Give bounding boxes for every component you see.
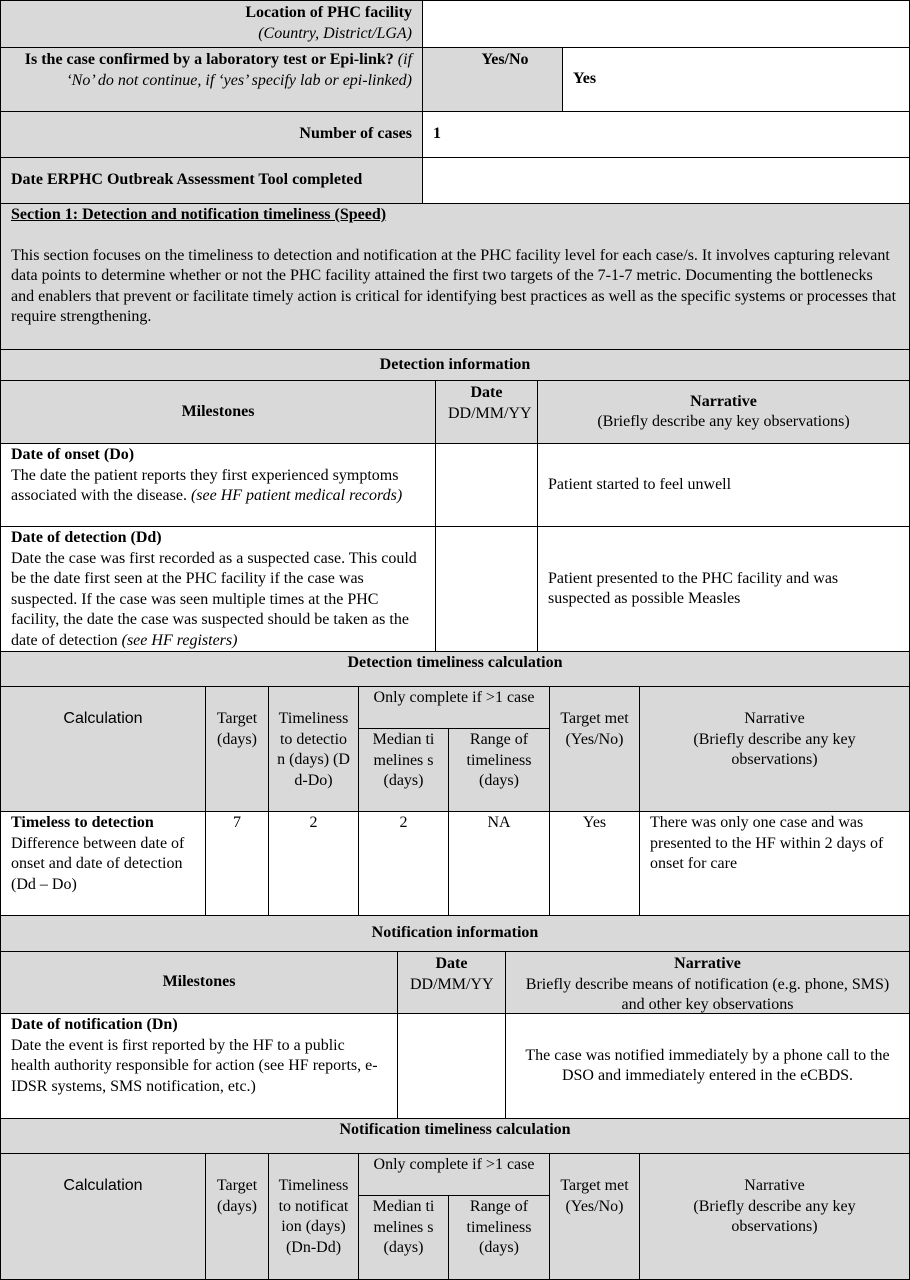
detection-calc-header-narrative-title: Narrative	[744, 710, 805, 727]
detection-calc-header-timeliness	[268, 686, 359, 812]
notification-milestones-header	[0, 951, 398, 1014]
notification-milestones-header-text: Milestones	[162, 973, 236, 991]
notification-calc-header-target	[205, 1153, 269, 1280]
number-of-cases-field[interactable]	[422, 111, 910, 158]
notification-calc-header-only-complete-text: Only complete if >1 case	[373, 1156, 535, 1173]
detection-calc-header-calculation-text: Calculation	[63, 710, 143, 727]
timeliness-detection-title: Timeless to detection	[11, 814, 154, 831]
notification-calc-header-only-complete	[358, 1153, 550, 1196]
detection-calc-header-median-text: Median timelines s (days)	[372, 731, 435, 789]
notification-info-title-text: Notification information	[371, 924, 539, 942]
detection-narrative-header-sub: (Briefly describe any key observations)	[597, 413, 850, 430]
number-of-cases-value: 1	[433, 125, 441, 143]
location-label: Location of PHC facility	[245, 4, 412, 21]
detection-narrative: Patient presented to the PHC facility and was suspected as possible Measles	[548, 569, 839, 607]
notification-calc-header-range	[448, 1195, 550, 1280]
detection-calc-header-range	[448, 728, 550, 812]
detection-milestone-detection	[0, 526, 436, 652]
detection-median-value[interactable]: 2	[358, 811, 449, 916]
location-label-cell	[0, 0, 423, 48]
detection-met-value[interactable]: Yes	[549, 811, 640, 916]
detection-date-header	[435, 380, 538, 444]
notification-desc: Date the event is first reported by the HF to a public health authority responsible for action (see HF reports, e-IDSR systems, SMS notification, etc.)	[11, 1036, 378, 1095]
notification-calc-header-median-text: Median timelines s (days)	[372, 1198, 435, 1256]
section1-intro	[0, 203, 910, 350]
notification-calc-header-narrative-sub: (Briefly describe any key observations)	[693, 1197, 856, 1235]
confirmed-question-cell	[0, 47, 423, 112]
section1-body: This section focuses on the timeliness to detection and notification at the PHC facility level for each case/s. It involves capturing relevant data points to determine whether or not the PHC facility attained the first two targets of the 7-1-7 metric. Documenting the bottlenecks and enablers that prevent or facilitate timely action is critical for identifying best practices as well as the specific systems or processes that require strengthening.	[11, 246, 897, 325]
notification-narrative-header-title: Narrative	[674, 955, 741, 972]
notification-title: Date of notification (Dn)	[11, 1016, 178, 1033]
detection-calc-header-narrative-sub: (Briefly describe any key observations)	[693, 730, 856, 768]
notification-calc-header-met-text: Target met (Yes/No)	[560, 1177, 629, 1215]
notification-calc-header-median	[358, 1195, 449, 1280]
onset-ref: (see HF patient medical records)	[190, 487, 403, 504]
detection-narrative-field[interactable]	[537, 526, 910, 652]
notification-date-field[interactable]	[397, 1013, 506, 1119]
detection-calc-header-narrative	[639, 686, 910, 812]
onset-desc: The date the patient reports they first experienced symptoms associated with the disease.	[11, 466, 399, 504]
detection-calc-header-timeliness-text: Timeliness to detection (days) (Dd-Do)	[277, 710, 350, 789]
notification-calc-header-calculation-text: Calculation	[63, 1177, 143, 1194]
detection-range-value[interactable]: NA	[448, 811, 550, 916]
notification-calc-header-narrative	[639, 1153, 910, 1280]
yes-no-value: Yes	[573, 70, 597, 88]
detection-calc-header-met	[549, 686, 640, 812]
detection-calc-header-calculation	[0, 686, 206, 812]
yes-no-value-field[interactable]	[562, 47, 910, 112]
detection-calc-header-met-text: Target met (Yes/No)	[560, 710, 629, 748]
detection-date-header-format: DD/MM/YY	[448, 404, 532, 422]
notification-date-header-format: DD/MM/YY	[410, 975, 494, 993]
detection-calc-header-range-text: Range of timeliness (days)	[466, 731, 532, 789]
detection-narrative-header-title: Narrative	[690, 392, 757, 410]
notification-info-title	[0, 915, 910, 952]
detection-calc-header-only-complete	[358, 686, 550, 729]
date-completed-label-cell	[0, 157, 423, 204]
notification-calc-title-text: Notification timeliness calculation	[339, 1121, 571, 1138]
detection-calc-header-median	[358, 728, 449, 812]
timeliness-detection-formula: (Dd – Do)	[11, 875, 77, 893]
notification-calc-header-timeliness-text: Timeliness to notification (days) (Dn-Dd)	[278, 1177, 349, 1256]
notification-narrative: The case was notified immediately by a phone call to the DSO and immediately entered in the eCBDS.	[525, 1046, 890, 1084]
detection-ref: (see HF registers)	[121, 631, 238, 649]
notification-calc-header-range-text: Range of timeliness (days)	[466, 1198, 532, 1256]
number-of-cases-label: Number of cases	[299, 125, 412, 143]
notification-narrative-header-sub: Briefly describe means of notification (e.g. phone, SMS) and other key observations	[525, 975, 890, 1013]
detection-narrative-header	[537, 380, 910, 444]
date-completed-label: Date ERPHC Outbreak Assessment Tool completed	[11, 171, 363, 189]
detection-timeliness-value[interactable]: 2	[268, 811, 359, 916]
onset-title: Date of onset (Do)	[11, 446, 135, 463]
location-value-field[interactable]	[422, 0, 910, 48]
detection-calc-header-target-text: Target (days)	[216, 710, 258, 748]
notification-narrative-header	[505, 951, 910, 1014]
detection-calc-title-text: Detection timeliness calculation	[347, 654, 563, 671]
notification-calc-header-target-text: Target (days)	[216, 1177, 258, 1215]
detection-milestones-header	[0, 380, 436, 444]
detection-info-title	[0, 349, 910, 381]
detection-date-field[interactable]	[435, 526, 538, 652]
detection-calc-title	[0, 651, 910, 687]
onset-narrative: Patient started to feel unwell	[548, 475, 732, 493]
detection-calc-row-label	[0, 811, 206, 916]
notification-calc-header-met	[549, 1153, 640, 1280]
notification-date-header	[397, 951, 506, 1014]
detection-target-value[interactable]: 7	[205, 811, 269, 916]
confirmed-question-note: (if ‘No’ do not continue, if ‘yes’ specify lab or epi-linked)	[66, 51, 412, 89]
detection-calc-header-only-complete-text: Only complete if >1 case	[373, 689, 535, 706]
onset-date-field[interactable]	[435, 443, 538, 527]
notification-calc-header-timeliness	[268, 1153, 359, 1280]
notification-calc-title	[0, 1118, 910, 1154]
detection-calc-header-target	[205, 686, 269, 812]
yes-no-label: Yes/No	[422, 47, 563, 112]
detection-calc-narrative[interactable]: There was only one case and was presented to the HF within 2 days of onset for care	[639, 811, 910, 916]
notification-narrative-field[interactable]	[505, 1013, 910, 1119]
location-sublabel: (Country, District/LGA)	[258, 24, 412, 42]
notification-calc-header-calculation	[0, 1153, 206, 1280]
notification-milestone-row	[0, 1013, 398, 1119]
notification-calc-header-narrative-title: Narrative	[744, 1177, 805, 1194]
detection-milestone-onset	[0, 443, 436, 527]
date-completed-field[interactable]	[422, 157, 910, 204]
detection-desc: Date the case was first recorded as a suspected case. This could be the date first seen at the PHC facility if the case was suspected. If the case was seen multiple times at the PHC facility, the date the case was suspected should be taken as the date of detection	[11, 549, 417, 649]
confirmed-question: Is the case confirmed by a laboratory test or Epi-link?	[24, 51, 394, 68]
detection-date-header-title: Date	[470, 384, 503, 401]
timeliness-detection-desc: Difference between date of onset and date of detection	[11, 834, 185, 872]
onset-narrative-field[interactable]	[537, 443, 910, 527]
detection-title: Date of detection (Dd)	[11, 529, 162, 546]
number-of-cases-label-cell	[0, 111, 423, 158]
detection-milestones-header-text: Milestones	[181, 402, 255, 420]
detection-info-title-text: Detection information	[379, 355, 531, 373]
notification-date-header-title: Date	[435, 955, 468, 972]
section1-title: Section 1: Detection and notification timeliness (Speed)	[11, 206, 387, 223]
